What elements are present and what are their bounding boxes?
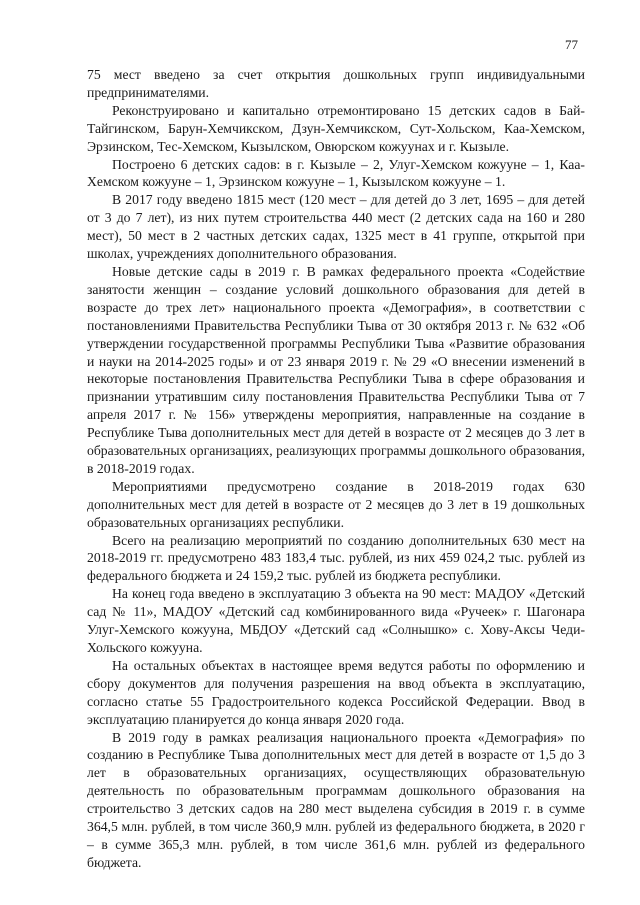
paragraph-7: Всего на реализацию мероприятий по созданию дополнительных 630 мест на 2018-2019 гг. предусмотрено 483 183,4 тыс. рублей, из них 459 024,2 тыс. рублей из федерального бюджета и 24 159,2 тыс. рублей из бюджета республики. [87,532,585,584]
paragraph-6: Мероприятиями предусмотрено создание в 2018-2019 годах 630 дополнительных мест для детей в возрасте от 2 месяцев до 3 лет в 19 дошкольных образовательных организациях республики. [87,478,585,530]
paragraph-5: Новые детские сады в 2019 г. В рамках федерального проекта «Содействие занятости женщин – создание условий дошкольного образования для детей в возрасте до трех лет» национального проекта «Демография», в соответствии с постановлениями Правительства Республики Тыва от 30 октября 2013 г. № 632 «Об утверждении государственной программы Республики Тыва «Развитие образования и науки на 2014-2025 годы» и от 23 января 2019 г. № 29 «О внесении изменений в некоторые постановления Правительства Республики Тыва в сфере образования и признании утратившим силу постановления Правительства Республики Тыва от 7 апреля 2017 г. № 156» утверждены мероприятия, направленные на создание в Республике Тыва дополнительных мест для детей в возрасте от 2 месяцев до 3 лет в образовательных организациях, реализующих программы дошкольного образования, в 2018-2019 годах. [87,263,585,476]
paragraph-2: Реконструировано и капитально отремонтировано 15 детских садов в Бай-Тайгинском, Барун-Хемчикском, Дзун-Хемчикском, Сут-Хольском, Каа-Хемском, Эрзинском, Тес-Хемском, Кызылском, Овюрском кожуунах и г. Кызыле. [87,102,585,154]
paragraph-8: На конец года введено в эксплуатацию 3 объекта на 90 мест: МАДОУ «Детский сад № 11», МАДОУ «Детский сад комбинированного вида «Ручеек» г. Шагонара Улуг-Хемского кожууна, МБДОУ «Детский сад «Солнышко» с. Хову-Аксы Чеди-Хольского кожууна. [87,586,585,655]
document-body [87,66,585,872]
paragraph-4: В 2017 году введено 1815 мест (120 мест – для детей до 3 лет, 1695 – для детей от 3 до 7 лет), из них путем строительства 440 мест (2 детских сада на 160 и 280 мест), 50 мест в 2 частных детских садах, 1325 мест в 41 группе, открытой при школах, учреждениях дополнительного образования. [87,192,585,262]
page-number: 77 [565,37,578,52]
paragraph-1: 75 мест введено за счет открытия дошкольных групп индивидуальными предпринимателями. [87,67,585,100]
paragraph-3: Построено 6 детских садов: в г. Кызыле – 2, Улуг-Хемском кожууне – 1, Каа-Хемском кожууне – 1, Эрзинском кожууне – 1, Кызылском кожууне – 1. [87,156,585,190]
paragraph-10: В 2019 году в рамках реализация национального проекта «Демография» по созданию в Республике Тыва дополнительных мест для детей в возрасте от 1,5 до 3 лет в образовательных организациях, осуществляющих образовательную деятельность по образовательным программам дошкольного образования на строительство 3 детских садов на 280 мест выделена субсидия в 2019 г. в сумме 364,5 млн. рублей, в том числе 360,9 млн. рублей из федерального бюджета, в 2020 г – в сумме 365,3 млн. рублей, в том числе 361,6 млн. рублей из федерального бюджета. [87,729,585,870]
paragraph-9: На остальных объектах в настоящее время ведутся работы по оформлению и сбору документов для получения разрешения на ввод объекта в эксплуатацию, согласно статье 55 Градостроительного кодекса Российской Федерации. Ввод в эксплуатацию планируется до конца января 2020 года. [87,657,585,727]
